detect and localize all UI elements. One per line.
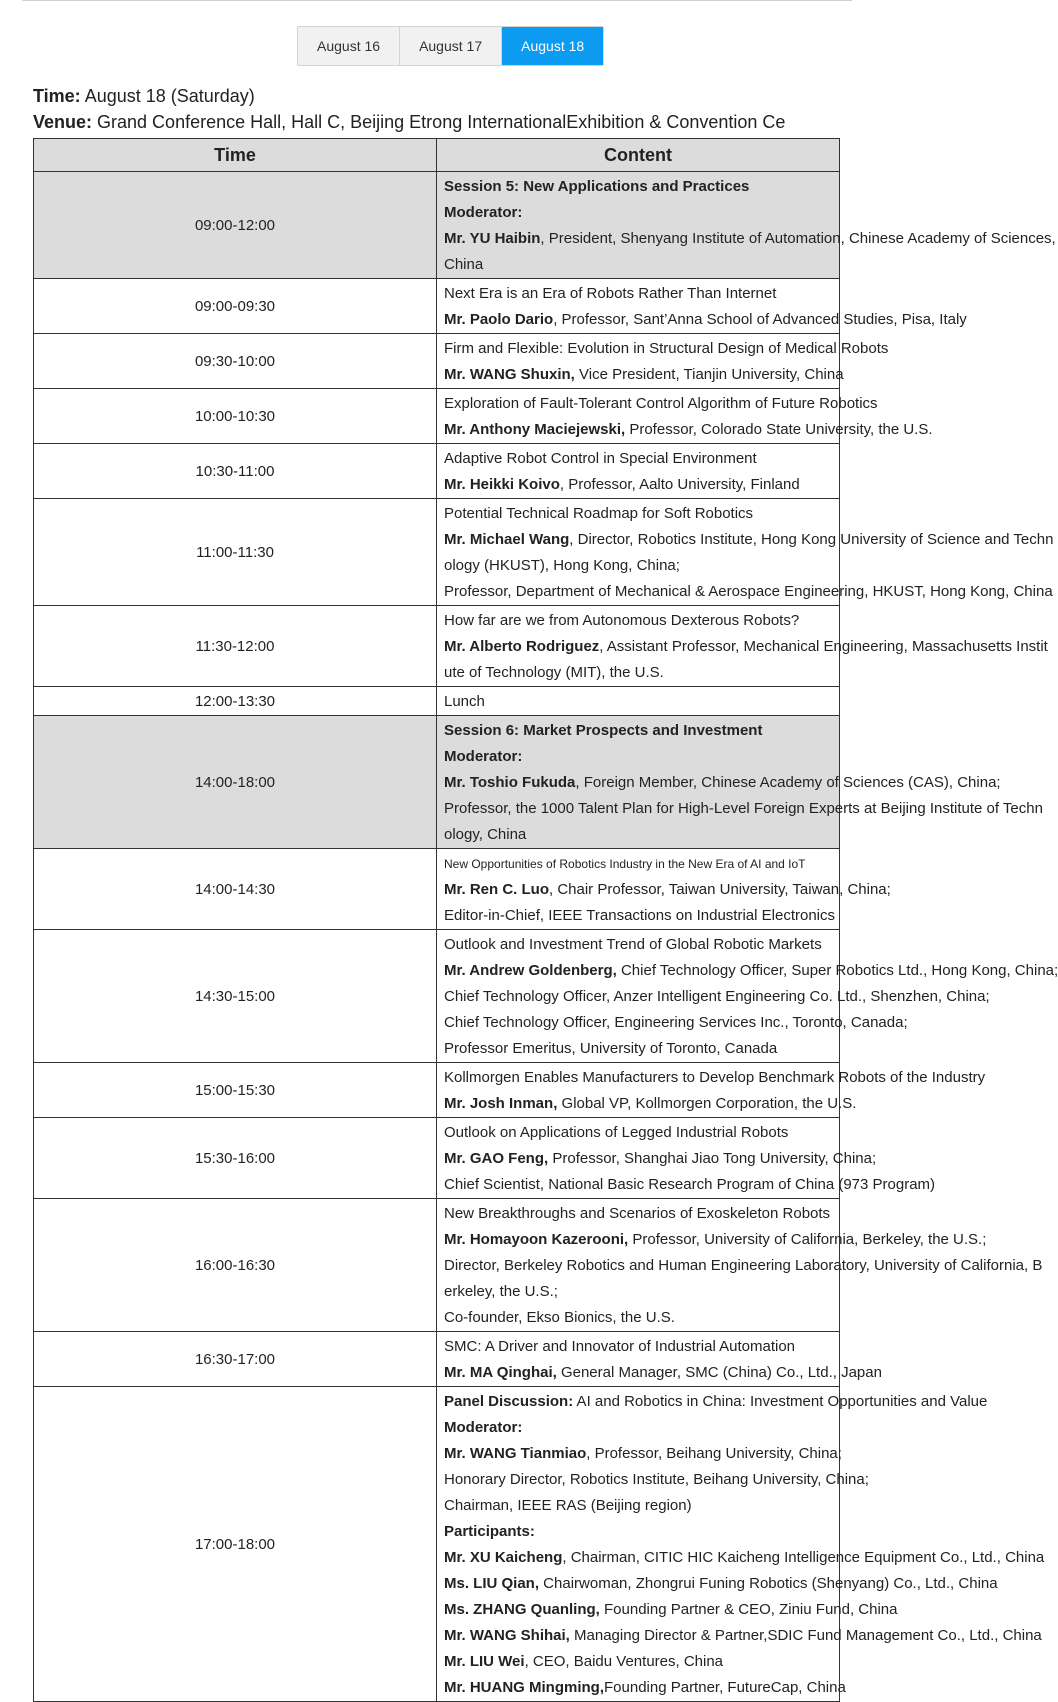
speaker-name: Mr. Anthony Maciejewski, [444, 421, 626, 438]
line-text: General Manager, SMC (China) Co., Ltd., Japan [556, 1364, 882, 1381]
line-text: Professor, University of California, Berkeley, the U.S.; [628, 1231, 987, 1248]
speaker-name: Moderator: [444, 204, 523, 221]
line-text: Editor-in-Chief, IEEE Transactions on Industrial Electronics [444, 907, 836, 924]
line-text: Professor, Department of Mechanical & Aerospace Engineering, HKUST, Hong Kong, China [444, 583, 1053, 600]
content-line [444, 1036, 833, 1062]
date-tabs [297, 26, 604, 66]
line-text: Professor, Shanghai Jiao Tong University, China; [548, 1150, 877, 1167]
speaker-name: Mr. WANG Shihai, [444, 1627, 570, 1644]
time-cell: 15:00-15:30 [34, 1063, 437, 1118]
content-line [444, 1415, 833, 1441]
table-row [34, 1199, 840, 1332]
content-line [444, 851, 833, 877]
content-line [444, 1467, 869, 1493]
line-text: New Breakthroughs and Scenarios of Exoskeleton Robots [444, 1205, 831, 1222]
speaker-name: Mr. Michael Wang [444, 531, 570, 548]
content-cell [437, 334, 889, 389]
content-line [444, 1253, 1043, 1279]
top-divider [22, 0, 852, 1]
line-text: Kollmorgen Enables Manufacturers to Develop Benchmark Robots of the Industry [444, 1069, 986, 1086]
line-text: Chief Scientist, National Basic Research Program of China (973 Program) [444, 1176, 936, 1193]
content-line [444, 958, 1058, 984]
content-line [444, 932, 833, 958]
time-cell: 11:30-12:00 [34, 606, 437, 687]
table-row [34, 687, 840, 716]
line-text: Director, Berkeley Robotics and Human Engineering Laboratory, University of California, B [444, 1257, 1043, 1274]
speaker-name: Panel Discussion: [444, 1393, 574, 1410]
venue-label: Venue: [33, 112, 93, 132]
time-cell: 14:30-15:00 [34, 930, 437, 1063]
content-line [444, 1623, 1042, 1649]
speaker-name: Mr. Ren C. Luo [444, 881, 549, 898]
time-cell: 16:00-16:30 [34, 1199, 437, 1332]
content-line [444, 1571, 998, 1597]
line-text: , Chair Professor, Taiwan University, Taiwan, China; [549, 881, 891, 898]
tab-august-17[interactable]: August 17 [400, 27, 502, 65]
table-row [34, 172, 840, 279]
content-line [444, 174, 833, 200]
table-row [34, 1332, 840, 1387]
content-line [444, 822, 833, 848]
line-text: , Professor, Beihang University, China; [586, 1445, 842, 1462]
content-line [444, 200, 833, 226]
time-cell: 14:00-14:30 [34, 849, 437, 930]
table-row [34, 930, 840, 1063]
header-content: Content [437, 139, 840, 172]
line-text: Vice President, Tianjin University, China [574, 366, 844, 383]
line-text: AI and Robotics in China: Investment Opportunities and Value [573, 1393, 988, 1410]
speaker-name: Mr. Homayoon Kazerooni, [444, 1231, 629, 1248]
line-text: Lunch [444, 693, 485, 710]
content-cell [437, 389, 933, 444]
line-text: Professor, the 1000 Talent Plan for High-Level Foreign Experts at Beijing Institute of Techn [444, 800, 1043, 817]
content-cell [437, 1199, 1043, 1332]
content-line [444, 1441, 842, 1467]
content-cell [437, 930, 1058, 1063]
table-row [34, 1118, 840, 1199]
content-line [444, 1120, 833, 1146]
time-cell: 09:00-09:30 [34, 279, 437, 334]
content-line [444, 1065, 986, 1091]
content-cell [437, 499, 1054, 606]
content-line [444, 689, 833, 715]
line-text: , Assistant Professor, Mechanical Engineering, Massachusetts Instit [599, 638, 1048, 655]
content-line [444, 226, 1056, 252]
content-cell [437, 1387, 1045, 1702]
time-info [33, 86, 853, 107]
content-line [444, 1279, 833, 1305]
speaker-name: Mr. Alberto Rodriguez [444, 638, 600, 655]
content-line [444, 1227, 987, 1253]
content-line [444, 1389, 988, 1415]
content-line [444, 1545, 1045, 1571]
content-line [444, 336, 889, 362]
line-text: Firm and Flexible: Evolution in Structural Design of Medical Robots [444, 340, 889, 357]
table-row [34, 334, 840, 389]
content-line [444, 1675, 846, 1701]
table-row [34, 1063, 840, 1118]
content-line [444, 553, 833, 579]
speaker-name: Ms. LIU Qian, [444, 1575, 540, 1592]
content-line [444, 608, 833, 634]
line-text: Outlook on Applications of Legged Industrial Robots [444, 1124, 789, 1141]
table-row [34, 444, 840, 499]
speaker-name: Mr. Heikki Koivo [444, 476, 560, 493]
content-line [444, 1493, 833, 1519]
line-text: Chairwoman, Zhongrui Funing Robotics (Shenyang) Co., Ltd., China [539, 1575, 998, 1592]
content-line [444, 1360, 882, 1386]
line-text: , Director, Robotics Institute, Hong Kong University of Science and Techn [569, 531, 1054, 548]
speaker-name: Mr. XU Kaicheng [444, 1549, 563, 1566]
content-line [444, 446, 833, 472]
line-text: Adaptive Robot Control in Special Environment [444, 450, 757, 467]
content-line [444, 362, 844, 388]
content-line [444, 1597, 898, 1623]
line-text: Chief Technology Officer, Engineering Services Inc., Toronto, Canada; [444, 1014, 908, 1031]
line-text: ute of Technology (MIT), the U.S. [444, 664, 664, 681]
speaker-name: Session 6: Market Prospects and Investment [444, 722, 763, 739]
line-text: SMC: A Driver and Innovator of Industrial Automation [444, 1338, 796, 1355]
speaker-name: Ms. ZHANG Quanling, [444, 1601, 600, 1618]
line-text: Honorary Director, Robotics Institute, Beihang University, China; [444, 1471, 869, 1488]
tab-august-18[interactable]: August 18 [502, 27, 603, 65]
line-text: ology, China [444, 826, 527, 843]
speaker-name: Mr. HUANG Mingming, [444, 1679, 604, 1696]
time-cell: 15:30-16:00 [34, 1118, 437, 1199]
content-cell [437, 1332, 882, 1387]
line-text: Founding Partner & CEO, Ziniu Fund, China [599, 1601, 898, 1618]
header-time: Time [34, 139, 437, 172]
line-text: How far are we from Autonomous Dexterous Robots? [444, 612, 800, 629]
time-cell: 12:00-13:30 [34, 687, 437, 716]
time-cell: 10:00-10:30 [34, 389, 437, 444]
content-line [444, 903, 836, 929]
content-line [444, 1091, 857, 1117]
content-cell [437, 687, 840, 716]
line-text: , President, Shenyang Institute of Automation, Chinese Academy of Sciences, [540, 230, 1056, 247]
content-line [444, 1172, 936, 1198]
content-cell [437, 716, 1043, 849]
venue-value: Grand Conference Hall, Hall C, Beijing Etrong InternationalExhibition & Convention Ce [92, 112, 786, 132]
content-line [444, 1010, 908, 1036]
content-cell [437, 606, 1048, 687]
speaker-name: Mr. GAO Feng, [444, 1150, 549, 1167]
table-row [34, 279, 840, 334]
line-text: Next Era is an Era of Robots Rather Than Internet [444, 285, 777, 302]
line-text: Outlook and Investment Trend of Global Robotic Markets [444, 936, 822, 953]
content-line [444, 391, 878, 417]
speaker-name: Mr. YU Haibin [444, 230, 541, 247]
time-cell: 09:00-12:00 [34, 172, 437, 279]
content-line [444, 1649, 833, 1675]
speaker-name: Mr. Toshio Fukuda [444, 774, 576, 791]
content-line [444, 660, 833, 686]
table-row [34, 499, 840, 606]
line-text: erkeley, the U.S.; [444, 1283, 558, 1300]
time-cell: 14:00-18:00 [34, 716, 437, 849]
table-row [34, 1387, 840, 1702]
speaker-name: Mr. MA Qinghai, [444, 1364, 557, 1381]
content-line [444, 1519, 833, 1545]
venue-info [33, 112, 853, 133]
content-line [444, 1305, 833, 1331]
content-line [444, 281, 833, 307]
speaker-name: Mr. Andrew Goldenberg, [444, 962, 617, 979]
line-text: Chief Technology Officer, Super Robotics Ltd., Hong Kong, China; [616, 962, 1058, 979]
table-row [34, 389, 840, 444]
line-text: Managing Director & Partner,SDIC Fund Management Co., Ltd., China [569, 1627, 1042, 1644]
speaker-name: Participants: [444, 1523, 535, 1540]
line-text: Professor Emeritus, University of Toronto, Canada [444, 1040, 778, 1057]
content-line [444, 1334, 833, 1360]
line-text: China [444, 256, 484, 273]
speaker-name: Moderator: [444, 748, 523, 765]
time-label: Time: [33, 86, 81, 106]
tab-august-16[interactable]: August 16 [298, 27, 400, 65]
speaker-name: Session 5: New Applications and Practices [444, 178, 750, 195]
line-text: Chief Technology Officer, Anzer Intelligent Engineering Co. Ltd., Shenzhen, China; [444, 988, 990, 1005]
speaker-name: Mr. Paolo Dario [444, 311, 554, 328]
line-text: Professor, Colorado State University, the U.S. [625, 421, 933, 438]
content-line [444, 877, 891, 903]
line-text: Exploration of Fault-Tolerant Control Algorithm of Future Robotics [444, 395, 878, 412]
line-text: ology (HKUST), Hong Kong, China; [444, 557, 680, 574]
line-text: , Professor, Sant’Anna School of Advanced Studies, Pisa, Italy [553, 311, 967, 328]
line-text: Global VP, Kollmorgen Corporation, the U.S. [557, 1095, 857, 1112]
table-row [34, 716, 840, 849]
line-text: , Chairman, CITIC HIC Kaicheng Intelligence Equipment Co., Ltd., China [562, 1549, 1045, 1566]
time-cell: 11:00-11:30 [34, 499, 437, 606]
line-text: New Opportunities of Robotics Industry in the New Era of AI and IoT [444, 857, 806, 871]
time-cell: 17:00-18:00 [34, 1387, 437, 1702]
line-text: , Professor, Aalto University, Finland [559, 476, 800, 493]
content-line [444, 634, 1048, 660]
time-cell: 10:30-11:00 [34, 444, 437, 499]
speaker-name: Mr. WANG Tianmiao [444, 1445, 587, 1462]
content-line [444, 527, 1054, 553]
content-cell [437, 849, 891, 930]
content-cell [437, 172, 1056, 279]
content-line [444, 1146, 877, 1172]
speaker-name: Moderator: [444, 1419, 523, 1436]
time-value: August 18 (Saturday) [80, 86, 255, 106]
content-line [444, 1201, 833, 1227]
content-line [444, 501, 833, 527]
content-cell [437, 444, 840, 499]
speaker-name: Mr. Josh Inman, [444, 1095, 558, 1112]
content-line [444, 579, 1053, 605]
time-cell: 16:30-17:00 [34, 1332, 437, 1387]
schedule-body [34, 172, 1058, 1702]
schedule-table [33, 138, 1058, 1702]
content-line [444, 796, 1043, 822]
content-cell [437, 279, 967, 334]
content-line [444, 472, 833, 498]
content-line [444, 984, 990, 1010]
table-header-row [34, 139, 840, 172]
table-row [34, 849, 840, 930]
line-text: , Foreign Member, Chinese Academy of Sciences (CAS), China; [575, 774, 1001, 791]
content-line [444, 718, 833, 744]
content-cell [437, 1063, 986, 1118]
line-text: Potential Technical Roadmap for Soft Robotics [444, 505, 754, 522]
content-line [444, 307, 967, 333]
line-text: , CEO, Baidu Ventures, China [524, 1653, 724, 1670]
line-text: Founding Partner, FutureCap, China [604, 1679, 846, 1696]
content-line [444, 252, 833, 278]
line-text: Chairman, IEEE RAS (Beijing region) [444, 1497, 692, 1514]
content-line [444, 744, 833, 770]
content-line [444, 770, 1001, 796]
speaker-name: Mr. WANG Shuxin, [444, 366, 575, 383]
content-cell [437, 1118, 936, 1199]
content-line [444, 417, 933, 443]
time-cell: 09:30-10:00 [34, 334, 437, 389]
table-row [34, 606, 840, 687]
speaker-name: Mr. LIU Wei [444, 1653, 525, 1670]
line-text: Co-founder, Ekso Bionics, the U.S. [444, 1309, 675, 1326]
